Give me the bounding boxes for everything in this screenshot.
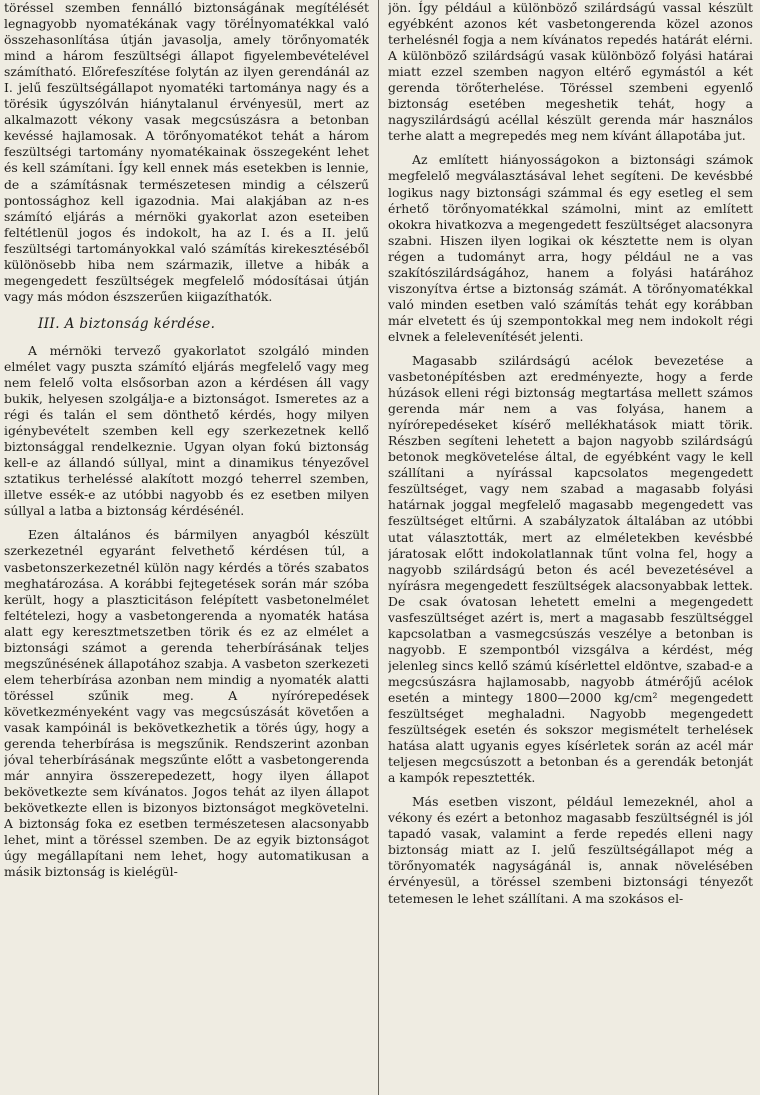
right-paragraph-4: Más esetben viszont, például lemezeknél, ahol a vékony és ezért a betonhoz magasabb feszültségnél is jól tapadó vasak, valamint a ferde repedés elleni nagy biztonság miatt az I. jelű feszültségállapot még a törőnyomaték nagyságánál is, annak növelésében érvényesül, a töréssel szembeni biztonsági tényezőt tetemesen le lehet szállítani. A ma szokásos el- [388,794,753,906]
right-column [388,0,753,1095]
left-paragraph-3: Ezen általános és bármilyen anyagból készült szerkezetnél egyaránt felvethető kérdésen túl, a vasbetonszerkezetnél külön nagy kérdés a törés szabatos meghatározása. A korábbi fejtegetések során már szóba került, hogy a plaszticitáson felépített vasbetonelmélet feltételezi, hogy a vasbetongerenda a nyomaték hatása alatt egy keresztmetszetben törik és ez az elmélet a biztonsági számot a gerenda teherbírásának teljes megszűnésének állapotához szabja. A vasbeton szerkezeti elem teherbírása azonban nem mindig a nyomaték alatti töréssel szűnik meg. A nyírórepedések következményeként vagy vas megcsúszását követően a vasak kampóinál is bekövetkezhetik a törés úgy, hogy a gerenda teherbírása is megszűnik. Rendszerint azonban jóval teherbírásának megszűnte előtt a vasbetongerenda már annyira összerepedezett, hogy ilyen állapot bekövetkezte sem kívánatos. Jogos tehát az ilyen állapot bekövetkezte ellen is bizonyos biztonságot megkövetelni. A biztonság foka ez esetben természetesen alacsonyabb lehet, mint a töréssel szemben. De az egyik biztonságot úgy megállapítani nem lehet, hogy automatikusan a másik biztonság is kielégül- [4,527,369,880]
left-paragraph-1: töréssel szemben fennálló biztonságának megítélését legnagyobb nyomatékának vagy töréĺnyomatékkal való összehasonlítása útján javasolja, amely törőnyomaték mind a három feszültségi állapot figyelembevételével számítható. Előrefeszítése folytán az ilyen gerendánál az I. jelű feszültségállapot nyomatéki tartománya nagy és a törésik úgyszólván hiánytalanul érvényesül, mert az alkalmazott vékony vasak megcsúszásra a betonban kevéssé hajlamosak. A törőnyomatékot tehát a három feszültségi tartomány nyomatékainak összegeként lehet és kell számítani. Így kell ennek más esetekben is lennie, de a számításnak természetesen mindig a célszerű pontossághoz kell igazodnia. Mai alakjában az n-es számító eljárás a mérnöki gyakorlat azon eseteiben feltétlenül jogos és indokolt, ha az I. és a II. jelű feszültségi tartományokkal való számítás kirekesztéséből különösebb hiba nem származik, illetve a hibák a megengedett feszültségek megfelelő módosításai útján vagy más módon észszerűen kiigazíthatók. [4,0,369,304]
right-paragraph-2: Az említett hiányosságokon a biztonsági számok megfelelő megválasztásával lehet segíteni. De kevésbbé logikus nagy biztonsági számmal és egy esetleg el sem érhető törőnyomatékkal számolni, mint az említett okokra hivatkozva a megengedett feszültséget alacsonyra szabni. Hiszen ilyen logikai ok késztette nem is olyan régen a tudományt arra, hogy például ne a vas szakítószilárdságához, hanem a folyási határához viszonyítva értse a biztonság számát. A törőnyomatékkal való minden esetben való számítás tehát egy korábban már elvetett és új szempontokkal meg nem indokolt régi elvnek a felelevenítését jelenti. [388,152,753,344]
right-paragraph-3: Magasabb szilárdságú acélok bevezetése a vasbetonépítésben azt eredményezte, hogy a ferde húzások elleni régi biztonság megtartása mellett számos gerenda már nem a vas folyása, hanem a nyírórepedéseket kísérő mellékhatások miatt törik. Részben segíteni lehetett a bajon nagyobb szilárdságú betonok megkövetelése által, de egyébként vagy le kell szállítani a nyírással kapcsolatos megengedett feszültséget, vagy nem szabad a magasabb folyási határnak joggal megfelelő magasabb megengedett vas feszültséget eltűrni. A szabályzatok általában az utóbbi utat választották, mert az elméletekben kevésbbé járatosak előtt indokolatlannak tűnt volna fel, hogy a nagyobb szilárdságú beton és acél bevezetésével a nyírásra megengedett feszültségek alacsonyabbak lettek. De csak óvatosan lehetett emelni a megengedett vasfeszültséget azért is, mert a magasabb feszültséggel kapcsolatban a vasmegcsúszás veszélye a betonban is nagyobb. E szempontból vizsgálva a kérdést, még jelenleg sincs kellő számú kísérlettel eldöntve, szabad-e a megcsúszásra hajlamosabb, nagyobb átmérőjű acélok esetén a mintegy 1800—2000 kg/cm² megengedett feszültséget meghaladni. Nagyobb megengedett feszültségek esetén és sokszor megismételt terhelések hatása alatt ugyanis egyes kísérletek során az acél már teljesen megcsúszott a betonban és a gerendák betonját a kampók repesztették. [388,352,753,786]
section-heading: III. A biztonság kérdése. [38,315,216,332]
column-divider [378,0,379,1095]
right-paragraph-1: jön. Így például a különböző szilárdságú vassal készült egyébként azonos két vasbetongerenda közel azonos terhelésnél fogja a nem kívánatos repedés határát elérni. A különböző szilárdságú vasak különböző folyási határai miatt ezzel szemben nagyon eltérő egymástól a két gerenda törőterhelése. Töréssel szembeni egyenlő biztonság esetében megeshetik tehát, hogy a nagyszilárdságú acéllal készült gerenda már használos terhe alatt a megrepedés meg nem kívánt állapotába jut. [388,0,753,144]
left-column [4,0,369,1095]
left-paragraph-2: A mérnöki tervező gyakorlatot szolgáló minden elmélet vagy puszta számító eljárás megfelelő vagy meg nem felelő volta elsősorban azon a kérdésen áll vagy bukik, helyesen szolgálja-e a biztonságot. Ismeretes az a régi és talán el sem dönthető kérdés, hogy milyen igénybevételt szemben kell egy szerkezetnek kellő biztonsággal rendelkeznie. Ugyan olyan fokú biztonság kell-e az állandó súllyal, mint a dinamikus tényezővel sztatikus terheléssé alakított mozgó teherrel szemben, illetve essék-e az utóbbi nagyobb és ez esetben milyen súllyal a latba a biztonság kérdésénél. [4,342,369,519]
